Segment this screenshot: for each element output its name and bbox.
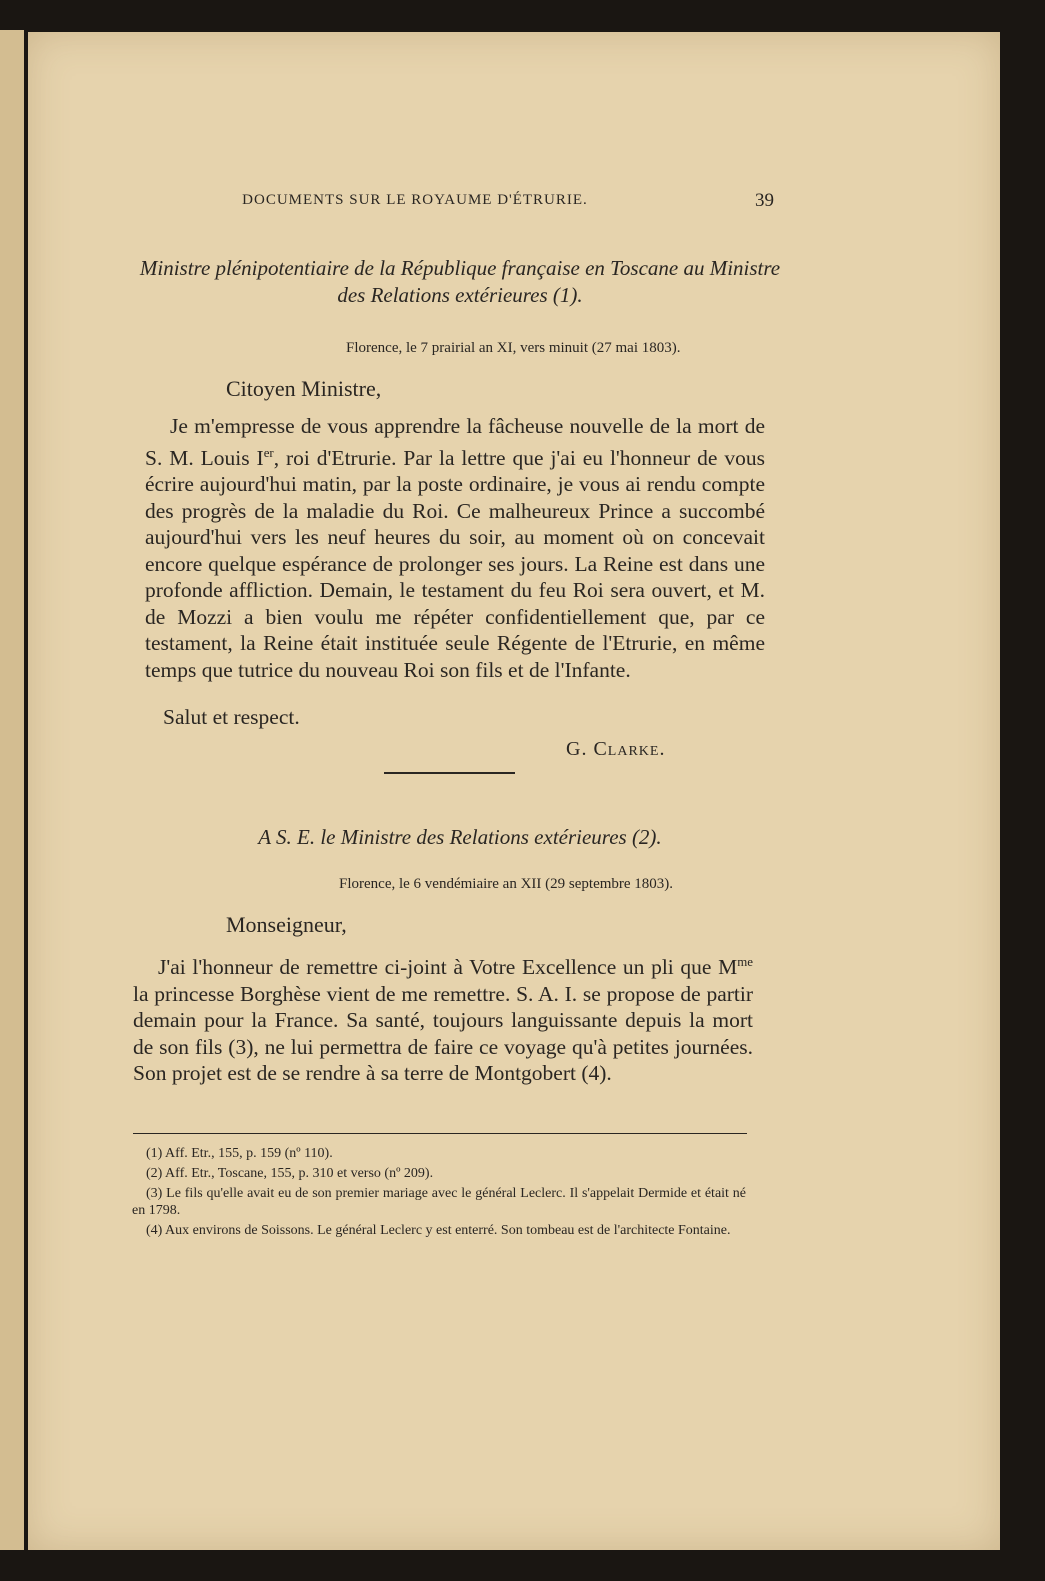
facing-page-edge bbox=[0, 30, 24, 1550]
letter2-salutation: Monseigneur, bbox=[226, 912, 347, 937]
letter1-signature: G. Clarke. bbox=[566, 738, 666, 760]
letter2-body-superscript: me bbox=[737, 955, 753, 969]
letter1-salutation: Citoyen Ministre, bbox=[226, 376, 382, 401]
section-divider bbox=[384, 772, 515, 774]
running-title: DOCUMENTS SUR LE ROYAUME D'ÉTRURIE. bbox=[242, 192, 588, 208]
letter1-body-part1: Je m'empresse de vous apprendre la fâcheuse nouvelle de la mort de S. M. Louis I bbox=[145, 414, 765, 470]
letter2-heading: A S. E. le Ministre des Relations extérieures (2). bbox=[258, 825, 662, 849]
footnote-2: (2) Aff. Etr., Toscane, 155, p. 310 et verso (nº 209). bbox=[146, 1166, 434, 1181]
letter1-body-superscript: er bbox=[263, 445, 274, 460]
footnote-3: (3) Le fils qu'elle avait eu de son premier mariage avec le général Leclerc. Il s'appelait Dermide et était né en 1798. bbox=[132, 1186, 746, 1218]
letter1-body-part2: , roi d'Etrurie. Par la lettre que j'ai eu l'honneur de vous écrire aujourd'hui matin, par la poste ordinaire, je vous ai rendu compte des progrès de la maladie du Roi. Ce malheureux Prince a succombé aujourd'hui vers les neuf heures du soir, au moment où on concevait encore quelque espérance de prolonger ses jours. La Reine est dans une profonde affliction. Demain, le testament du feu Roi sera ouvert, et M. de Mozzi a bien voulu me répéter confidentiellement que, par ce testament, la Reine était instituée seule Régente de l'Etrurie, en même temps que tutrice du nouveau Roi son fils et de l'Infante. bbox=[145, 445, 765, 682]
letter2-dateline: Florence, le 6 vendémiaire an XII (29 septembre 1803). bbox=[339, 876, 674, 892]
page-number: 39 bbox=[755, 190, 774, 211]
footnotes bbox=[132, 1145, 746, 1242]
letter2-body-part2: la princesse Borghèse vient de me remettre. S. A. I. se propose de partir demain pour la France. Sa santé, toujours languissante depuis la mort de son fils (3), ne lui permettra de faire ce voyage qu'à petites journées. Son projet est de se rendre à sa terre de Montgobert (4). bbox=[133, 981, 753, 1086]
footnote-1: (1) Aff. Etr., 155, p. 159 (nº 110). bbox=[146, 1146, 333, 1161]
letter2-body-part1: J'ai l'honneur de remettre ci-joint à Votre Excellence un pli que M bbox=[158, 955, 738, 980]
footnote-rule bbox=[133, 1133, 747, 1134]
letter1-heading: Ministre plénipotentiaire de la République française en Toscane au Ministre des Relations extérieures (1). bbox=[139, 256, 781, 307]
letter1-closing: Salut et respect. bbox=[163, 705, 300, 729]
letter2-body bbox=[133, 949, 753, 1087]
footnote-4: (4) Aux environs de Soissons. Le général Leclerc y est enterré. Son tombeau est de l'architecte Fontaine. bbox=[146, 1223, 731, 1238]
letter1-dateline: Florence, le 7 prairial an XI, vers minuit (27 mai 1803). bbox=[346, 340, 681, 356]
letter1-body bbox=[145, 413, 765, 683]
